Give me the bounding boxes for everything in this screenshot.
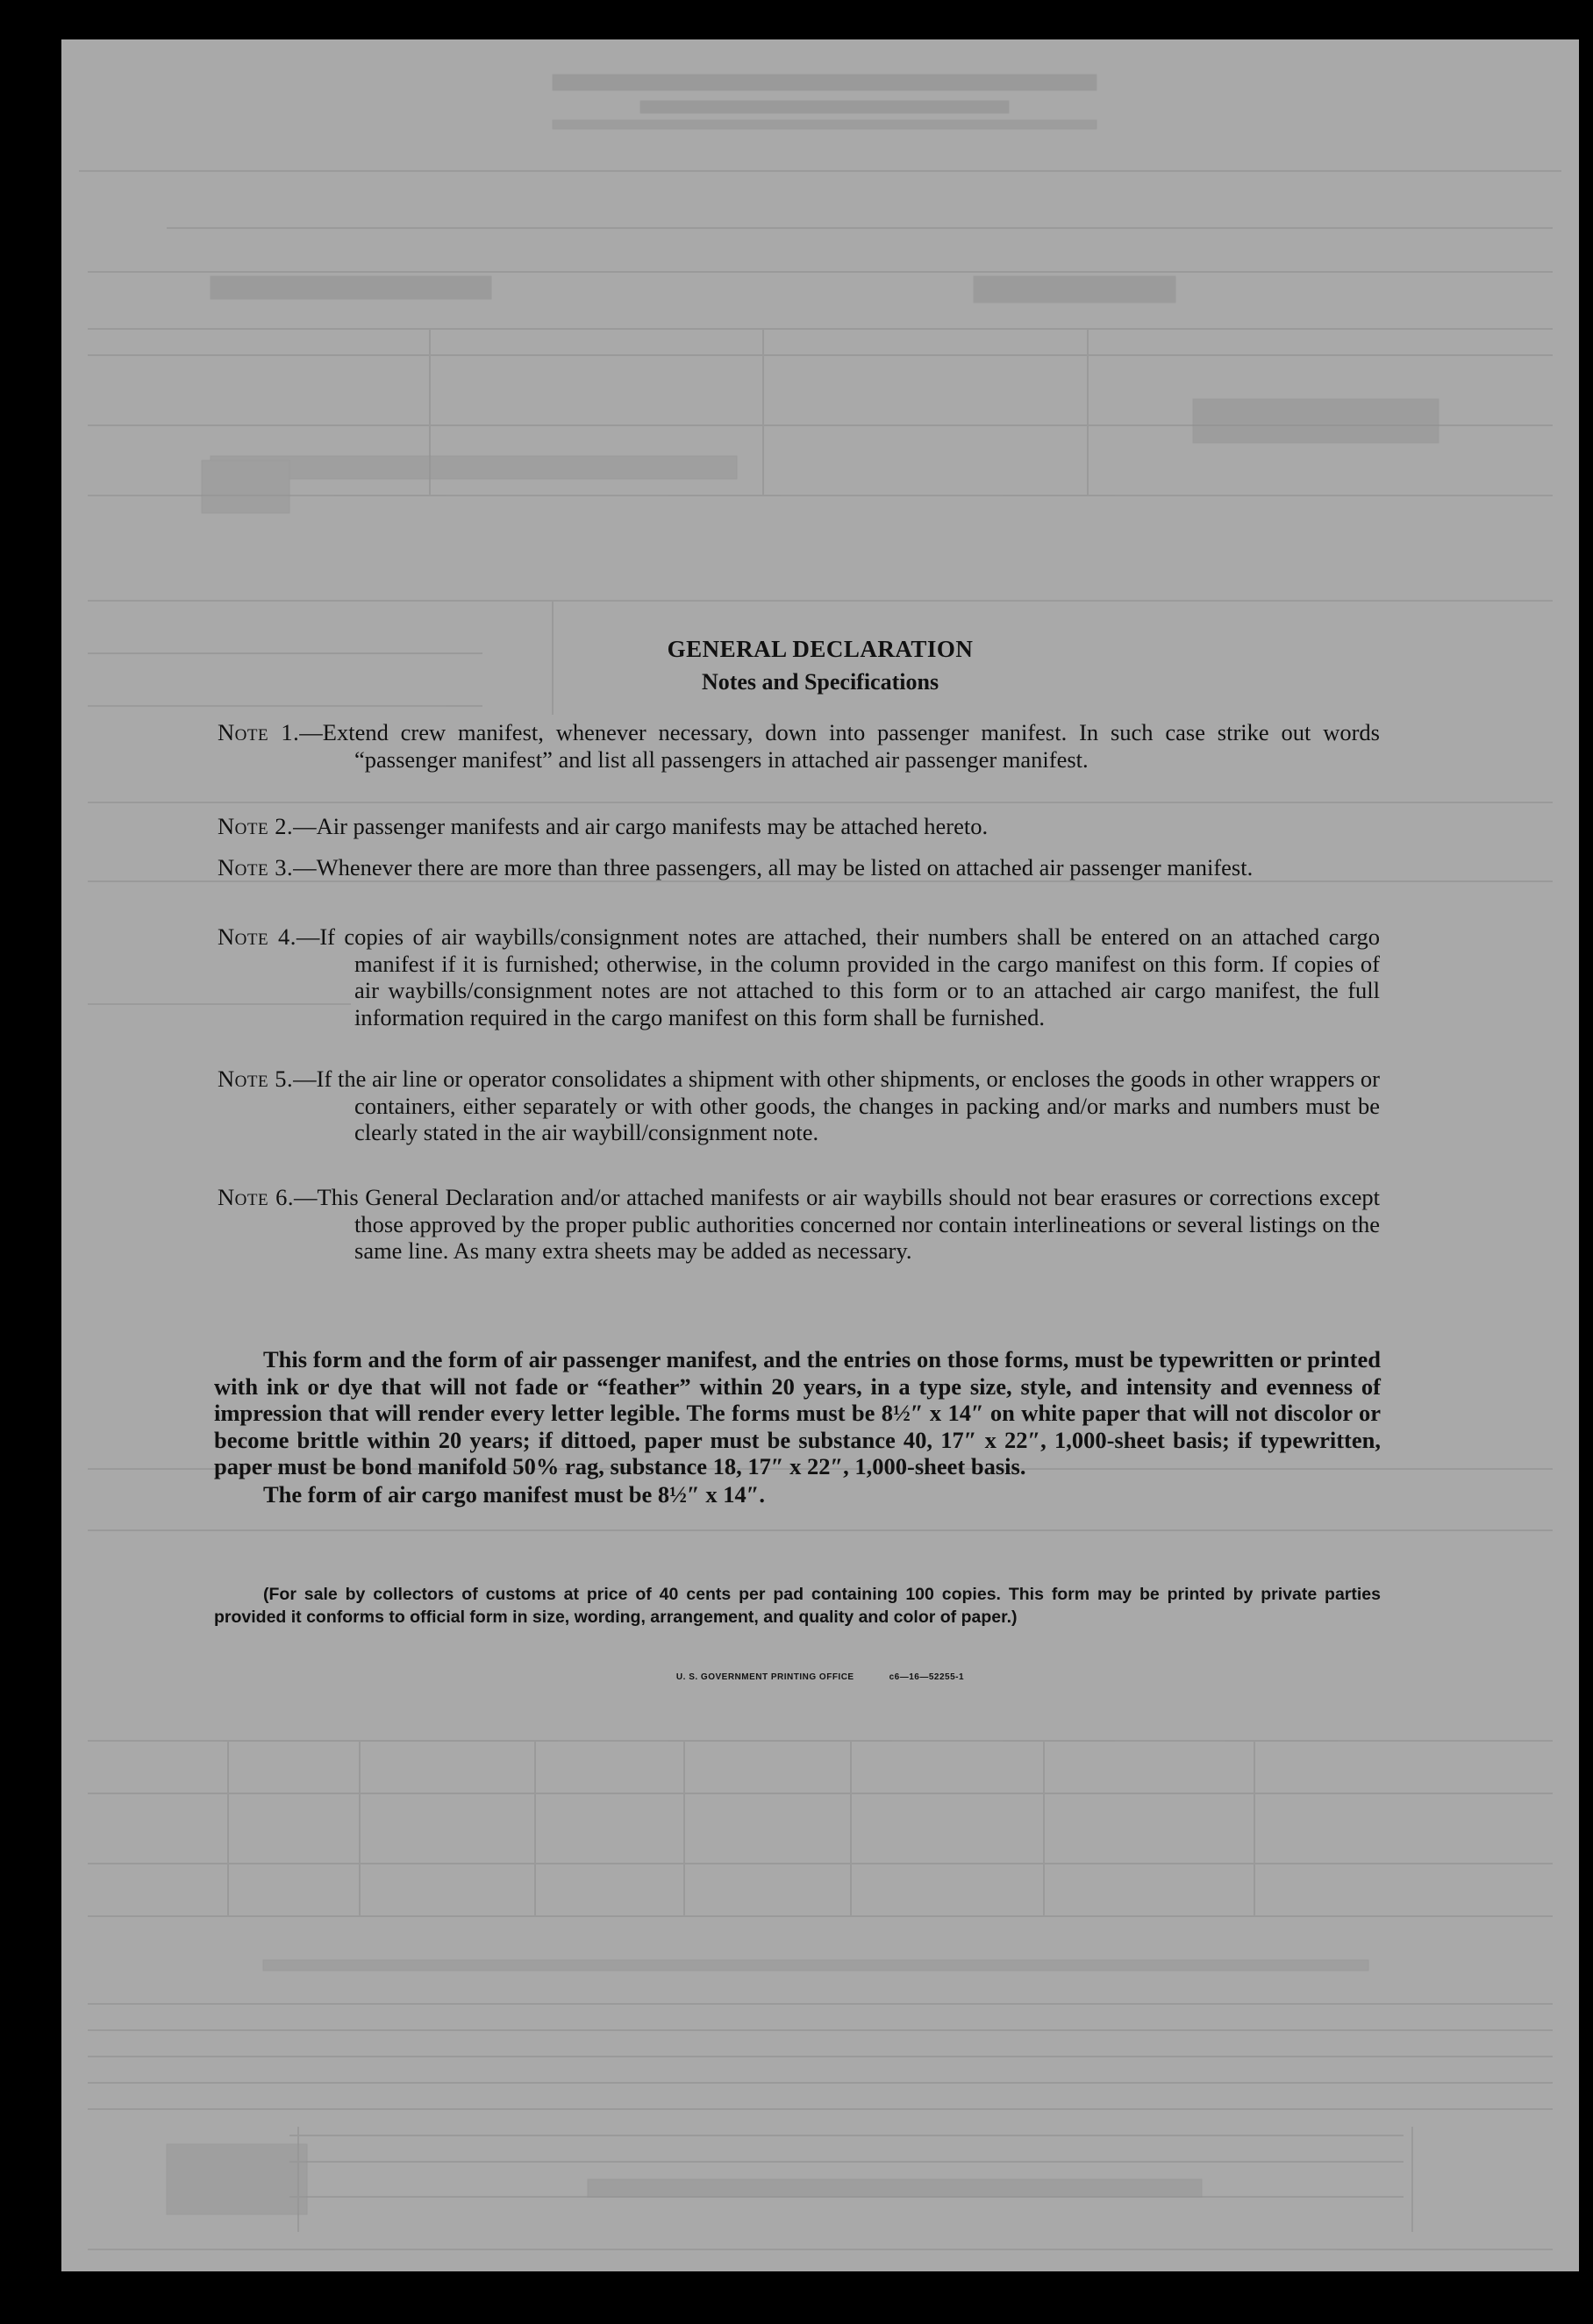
note-3 [218,854,1380,881]
document-title: GENERAL DECLARATION [667,636,974,662]
note-text: —This General Declaration and/or attached manifests or air waybills should not bear erasures or corrections except those approved by the proper public authorities concerned nor contain interlineations or several listings on the same line. As many extra sheets may be added as necessary. [294,1184,1380,1264]
form-specification-paragraph: This form and the form of air passenger manifest, and the entries on those forms, must be typewritten or printed with ink or dye that will not fade or “feather” within 20 years, in a type size, style, and intensity and evenness of impression that will render every letter legible. The forms must be 8½″ x 14″ on white paper that will not discolor or become brittle within 20 years; if dittoed, paper must be substance 40, 17″ x 22″, 1,000-sheet basis; if typewritten, paper must be bond manifold 50% rag, substance 18, 17″ x 22″, 1,000-sheet basis. [214,1346,1381,1479]
printing-office-name: U. S. GOVERNMENT PRINTING OFFICE [675,1672,854,1682]
note-1 [218,719,1380,773]
document-page [61,39,1579,2271]
note-5 [218,1066,1380,1146]
note-6 [218,1184,1380,1265]
note-label: Note 6. [218,1184,295,1210]
note-label: Note 3. [218,854,294,880]
printing-office-imprint [61,1672,1579,1682]
note-text: —If the air line or operator consolidates a shipment with other shipments, or encloses the goods in other wrappers or containers, either separately or with other goods, the changes in packing and/or marks and numbers must be clearly stated in the air waybill/consignment note. [293,1066,1381,1145]
note-2 [218,813,1380,840]
note-label: Note 1. [218,719,300,745]
note-label: Note 2. [218,813,294,839]
note-text: —Whenever there are more than three passengers, all may be listed on attached air passenger manifest. [293,854,1254,880]
note-text: —Extend crew manifest, whenever necessary, down into passenger manifest. In such case strike out words “passenger manifest” and list all passengers in attached air passenger manifest. [299,719,1380,773]
note-4 [218,923,1380,1030]
cargo-manifest-size-note: The form of air cargo manifest must be 8½″ x 14″. [263,1481,765,1508]
note-text: —If copies of air waybills/consignment notes are attached, their numbers shall be entered on an attached cargo manifest if it is furnished; otherwise, in the column provided in the cargo manifest on this form. If copies of air waybills/consignment notes are not attached to this form or to an attached air cargo manifest, the full information required in the cargo manifest on this form shall be furnished. [296,923,1380,1030]
printing-code: c6—16—52255-1 [889,1672,965,1682]
note-label: Note 5. [218,1066,294,1092]
document-subtitle: Notes and Specifications [701,669,939,695]
bleed-through-background [61,39,1579,2271]
note-label: Note 4. [218,923,296,950]
note-text: —Air passenger manifests and air cargo manifests may be attached hereto. [293,813,989,839]
sale-notice: (For sale by collectors of customs at price of 40 cents per pad containing 100 copies. This form may be printed by private parties provided it conforms to official form in size, wording, arrangement, and quality and color of paper.) [214,1585,1381,1627]
